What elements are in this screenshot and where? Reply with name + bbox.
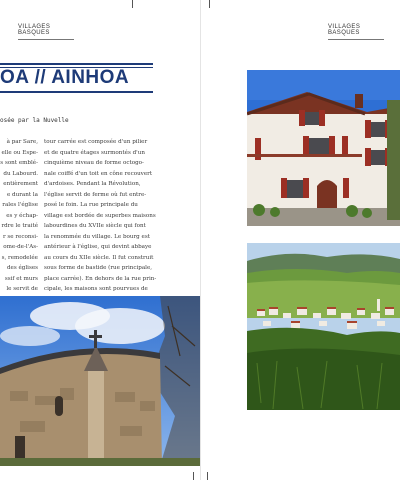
text-line: s sont emblé- bbox=[0, 160, 38, 166]
text-line: ssif et murs bbox=[4, 275, 38, 282]
text-line: le servit de bbox=[6, 286, 38, 292]
text-line: cinquième niveau de forme octogo- bbox=[44, 160, 144, 166]
text-line: village est bordée de superbes maisons bbox=[44, 212, 156, 219]
running-head-left: VILLAGES BASQUES bbox=[18, 24, 74, 40]
crop-mark bbox=[132, 0, 133, 8]
text-line: entièrement bbox=[3, 181, 38, 187]
text-line: rales l'église bbox=[2, 202, 38, 208]
text-line: des églises bbox=[6, 265, 38, 271]
crop-mark bbox=[193, 472, 194, 480]
page-gutter bbox=[200, 0, 201, 480]
text-column-middle bbox=[44, 137, 158, 305]
text-line: r se reconsi- bbox=[2, 233, 38, 240]
text-line: labourdines du XVIIe siècle qui font bbox=[44, 223, 146, 229]
text-line: antérieur à l'église, qui devint abbaye bbox=[44, 244, 152, 250]
text-line: s, remodelée bbox=[1, 254, 38, 261]
text-line: es y échap- bbox=[6, 212, 38, 219]
text-line: ome-de-l'As- bbox=[3, 244, 38, 250]
running-head-right: VILLAGES BASQUES bbox=[328, 24, 384, 40]
text-line: sous forme de bastide (rue principale, bbox=[44, 265, 153, 271]
basque-house-photo bbox=[247, 70, 400, 226]
crop-mark bbox=[209, 0, 210, 8]
text-line: rdre le traité bbox=[1, 223, 38, 229]
text-line: cipale, les maisons sont pourvues de bbox=[44, 286, 148, 292]
text-line: la renommée du village. Le bourg est bbox=[44, 233, 150, 240]
text-line: à par Sare, bbox=[6, 139, 38, 145]
church-photo bbox=[0, 296, 200, 466]
text-line: posé le foin. La rue principale du bbox=[44, 202, 138, 208]
text-line: nale coiffé d'un toit en cône recouvert bbox=[44, 170, 153, 177]
text-line: e durant la bbox=[6, 191, 38, 198]
text-line: place carrée). En dehors de la rue prin- bbox=[44, 275, 157, 282]
crop-mark bbox=[207, 472, 208, 480]
article-title: OA // AINHOA bbox=[0, 67, 130, 88]
village-landscape-photo bbox=[247, 243, 400, 410]
text-line: elle ou Espe- bbox=[1, 149, 38, 156]
text-line: du Labourd. bbox=[3, 170, 38, 177]
text-line: l'église servit de ferme où fut entre- bbox=[44, 191, 147, 198]
text-line: tour carrée est composée d'un pilier bbox=[44, 139, 148, 145]
text-line: d'ardoises. Pendant la Révolution, bbox=[44, 181, 141, 187]
text-line: et de quatre étages surmontés d'un bbox=[44, 149, 145, 156]
text-line: au cours du XIIe siècle. Il fut construit bbox=[44, 254, 154, 261]
text-column-left bbox=[0, 137, 38, 305]
byline: osée par la Nuvelle bbox=[0, 117, 69, 124]
